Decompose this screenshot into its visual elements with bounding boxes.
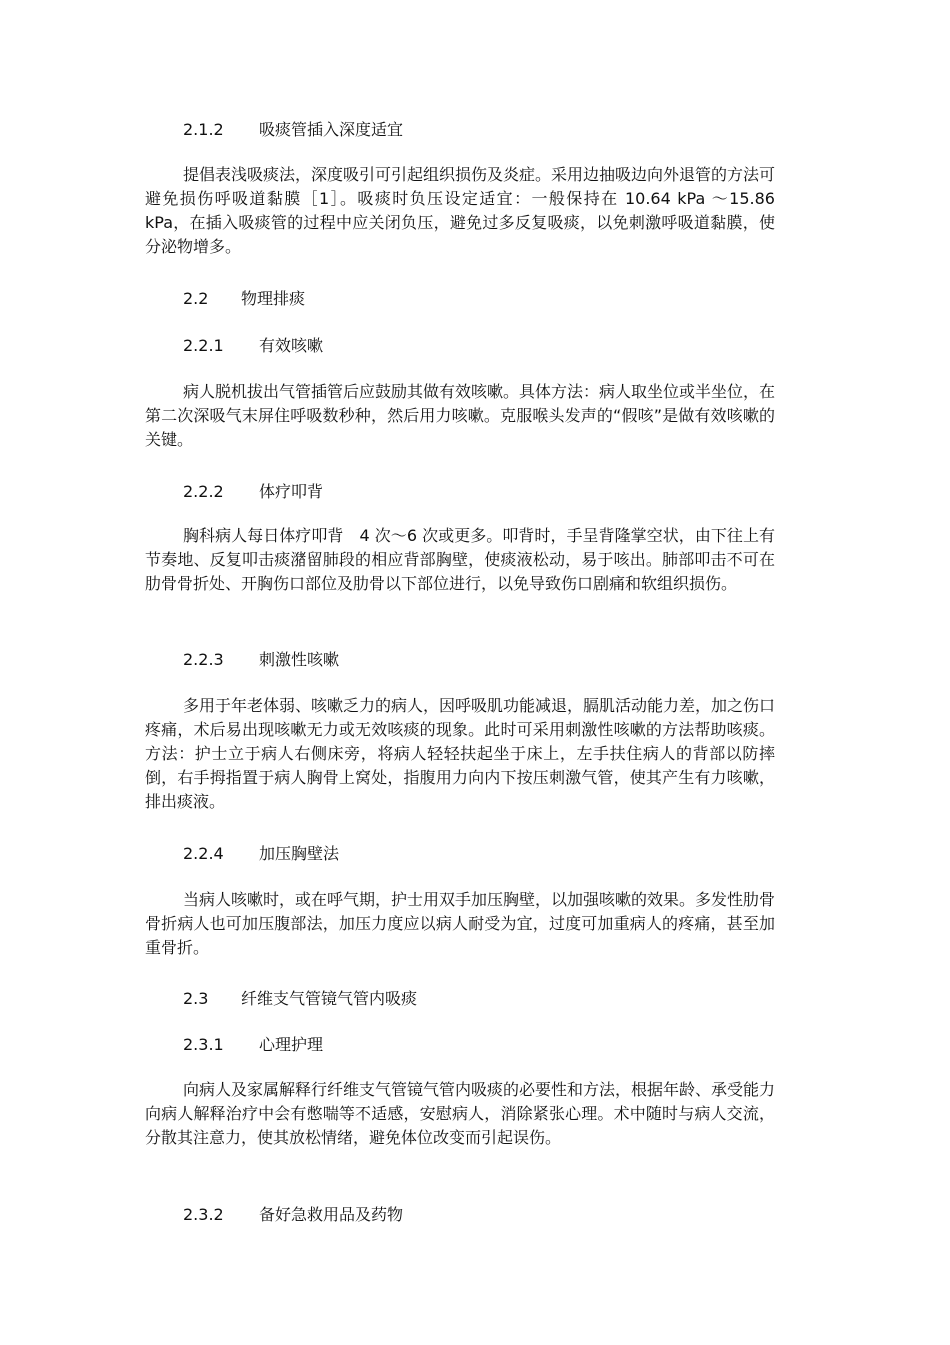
paragraph-suction-depth: 提倡表浅吸痰法，深度吸引可引起组织损伤及炎症。采用边抽吸边向外退管的方法可避免损伤呼吸道黏膜［1］。吸痰时负压设定适宜：一般保持在 10.64 kPa ～15.86 kPa，在插入吸痰管的过程中应关闭负压，避免过多反复吸痰，以免刺激呼吸道黏膜，使分泌物增多。 [145,165,776,256]
section-title: 体疗叩背 [259,482,324,501]
section-heading-2-2-3 [183,648,339,672]
section-title: 刺激性咳嗽 [259,650,340,669]
section-title: 有效咳嗽 [259,336,324,355]
section-title: 物理排痰 [241,289,306,308]
paragraph-effective-cough: 病人脱机拔出气管插管后应鼓励其做有效咳嗽。具体方法：病人取坐位或半坐位，在第二次深吸气末屏住呼吸数秒种，然后用力咳嗽。克服喉头发声的“假咳”是做有效咳嗽的关键。 [145,382,776,449]
section-heading-2-2 [183,287,305,311]
section-title: 吸痰管插入深度适宜 [259,120,404,139]
section-heading-2-3-1 [183,1033,323,1057]
section-title: 加压胸壁法 [259,844,340,863]
section-title: 备好急救用品及药物 [259,1205,404,1224]
section-heading-2-2-1 [183,334,323,358]
paragraph-chest-compression: 当病人咳嗽时，或在呼气期，护士用双手加压胸壁，以加强咳嗽的效果。多发性肋骨骨折病人也可加压腹部法，加压力度应以病人耐受为宜，过度可加重病人的疼痛，甚至加重骨折。 [145,890,776,957]
section-number: 2.2.3 [183,650,224,669]
section-heading-2-2-4 [183,842,339,866]
section-number: 2.3.2 [183,1205,224,1224]
section-heading-2-2-2 [183,480,323,504]
section-title: 心理护理 [259,1035,324,1054]
section-number: 2.2.1 [183,336,224,355]
section-number: 2.1.2 [183,120,224,139]
section-number: 2.3.1 [183,1035,224,1054]
section-heading-2-3-2 [183,1203,403,1227]
section-heading-2-3 [183,987,417,1011]
section-number: 2.2.2 [183,482,224,501]
paragraph-psychological-care: 向病人及家属解释行纤维支气管镜气管内吸痰的必要性和方法，根据年龄、承受能力向病人解释治疗中会有憋喘等不适感，安慰病人，消除紧张心理。术中随时与病人交流，分散其注意力，使其放松情绪，避免体位改变而引起误伤。 [145,1080,776,1147]
paragraph-back-percussion: 胸科病人每日体疗叩背 4 次～6 次或更多。叩背时，手呈背隆掌空状，由下往上有节奏地、反复叩击痰潴留肺段的相应背部胸壁，使痰液松动，易于咳出。肺部叩击不可在肋骨骨折处、开胸伤口部位及肋骨以下部位进行，以免导致伤口剧痛和软组织损伤。 [145,526,775,593]
section-number: 2.3 [183,989,209,1008]
section-title: 纤维支气管镜气管内吸痰 [241,989,418,1008]
section-heading-2-1-2 [183,118,403,142]
section-number: 2.2 [183,289,209,308]
section-number: 2.2.4 [183,844,224,863]
paragraph-stimulated-cough: 多用于年老体弱、咳嗽乏力的病人，因呼吸肌功能减退，膈肌活动能力差，加之伤口疼痛，术后易出现咳嗽无力或无效咳痰的现象。此时可采用刺激性咳嗽的方法帮助咳痰。方法：护士立于病人右侧床旁，将病人轻轻扶起坐于床上，左手扶住病人的背部以防摔倒，右手拇指置于病人胸骨上窝处，指腹用力向内下按压刺激气管，使其产生有力咳嗽，排出痰液。 [145,696,776,811]
